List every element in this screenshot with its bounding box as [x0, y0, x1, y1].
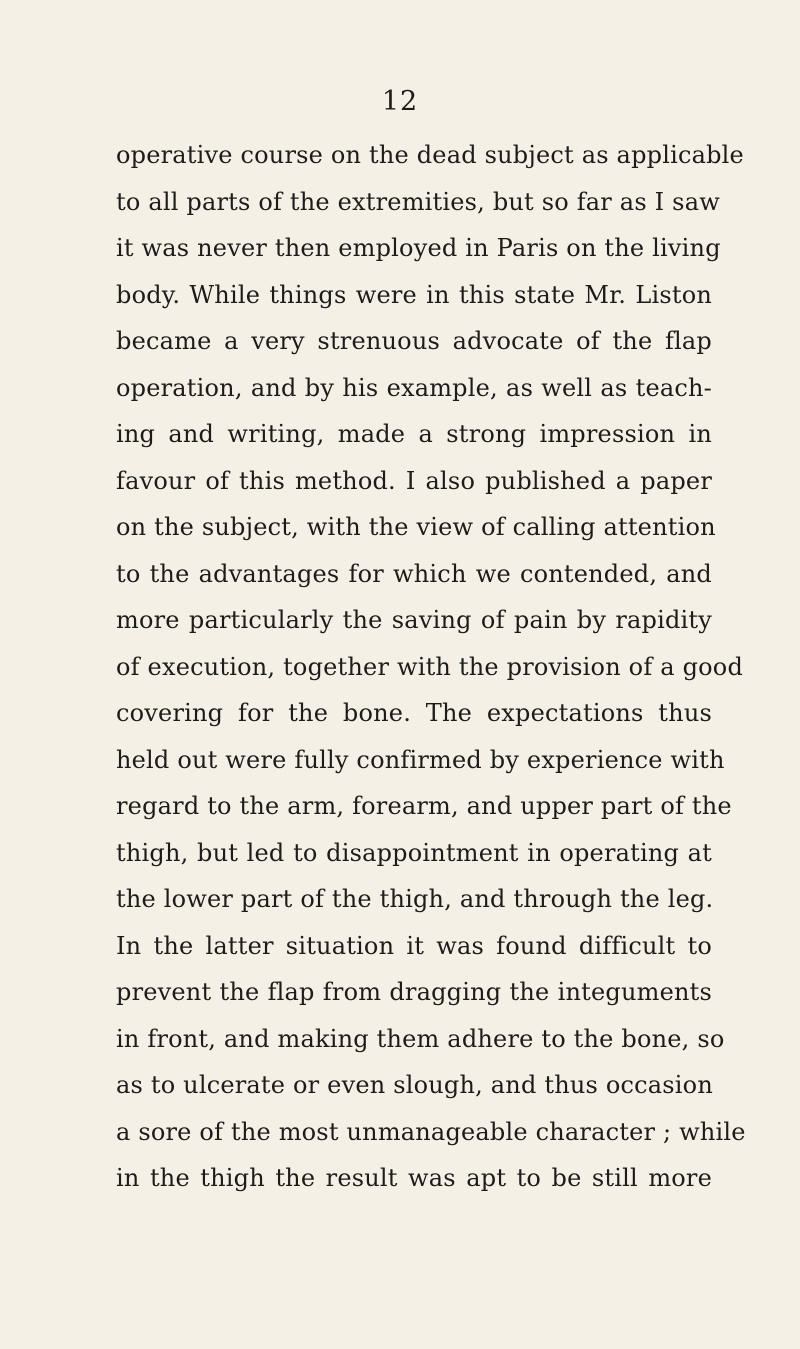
text-line: operative course on the dead subject as applicable: [116, 141, 744, 169]
text-line: the lower part of the thigh, and through the leg.: [116, 885, 714, 913]
text-line: on the subject, with the view of calling attention: [116, 513, 716, 541]
text-line: body. While things were in this state Mr. Liston: [116, 280, 712, 309]
text-line: favour of this method. I also published a paper: [116, 466, 712, 495]
text-line: ing and writing, made a strong impression in: [116, 420, 712, 448]
text-line: as to ulcerate or even slough, and thus occasion: [116, 1071, 713, 1099]
text-line: in front, and making them adhere to the bone, so: [116, 1024, 725, 1053]
text-line: In the latter situation it was found difficult to: [116, 931, 712, 960]
text-line: it was never then employed in Paris on the living: [116, 234, 721, 262]
text-line: to the advantages for which we contended, and: [116, 559, 712, 588]
text-line: held out were fully confirmed by experience with: [116, 745, 725, 774]
text-line: of execution, together with the provision of a good: [116, 652, 744, 681]
body-text: [116, 132, 746, 1202]
text-line: a sore of the most unmanageable character ; while: [116, 1117, 746, 1146]
text-line: more particularly the saving of pain by rapidity: [116, 606, 712, 634]
page-number: 12: [381, 86, 419, 117]
text-line: regard to the arm, forearm, and upper part of the: [116, 792, 732, 820]
text-line: operation, and by his example, as well as teach-: [116, 373, 712, 402]
text-line: covering for the bone. The expectations thus: [116, 699, 712, 727]
text-line: thigh, but led to disappointment in operating at: [116, 838, 712, 867]
text-line: became a very strenuous advocate of the flap: [116, 327, 712, 355]
text-line: prevent the flap from dragging the integuments: [116, 978, 712, 1006]
text-line: in the thigh the result was apt to be still more: [116, 1164, 712, 1192]
text-line: to all parts of the extremities, but so far as I saw: [116, 187, 720, 216]
